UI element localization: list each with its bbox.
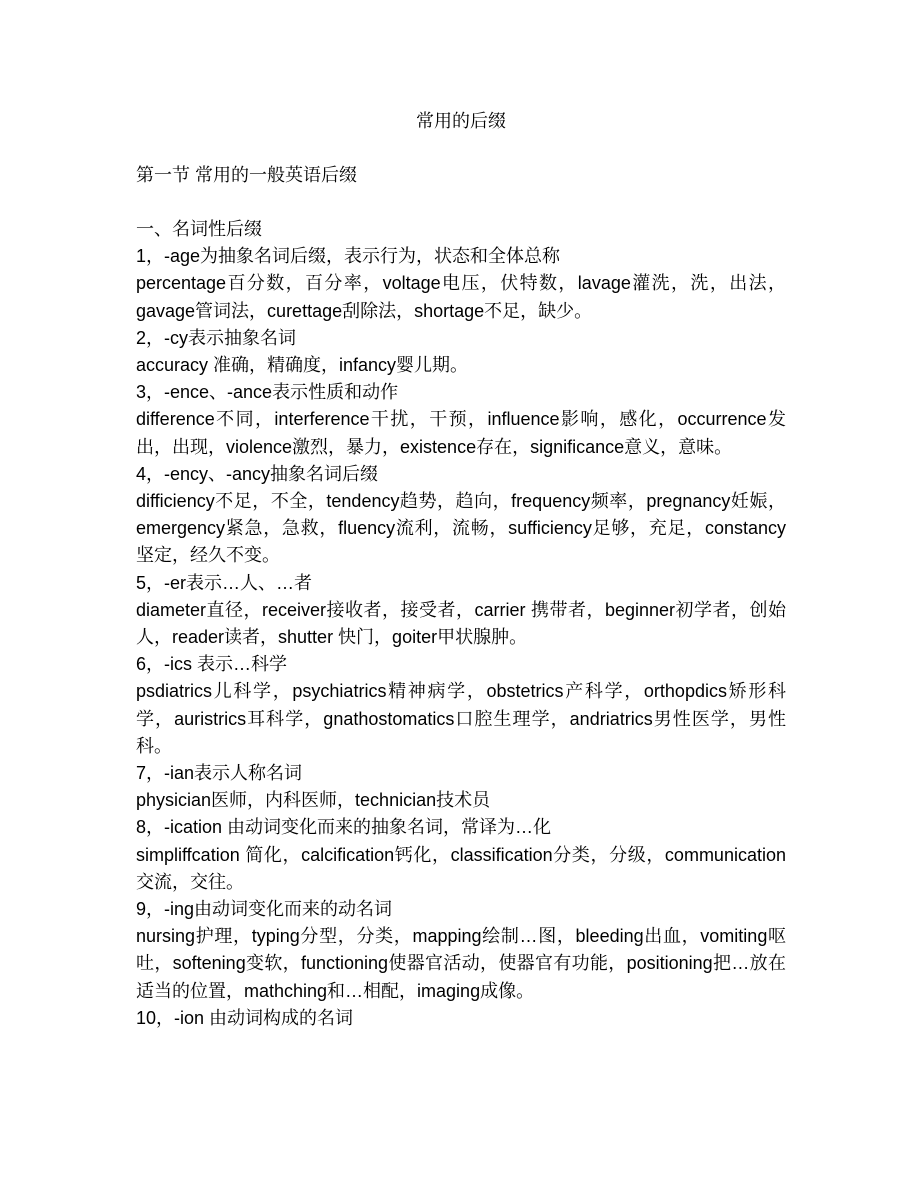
entry-heading: 2，-cy表示抽象名词 [136, 327, 297, 348]
entry-heading: 8，-ication 由动词变化而来的抽象名词，常译为…化 [136, 817, 552, 838]
suffix-entry-ency-ancy [136, 461, 786, 570]
entry-heading: 9，-ing由动词变化而来的动名词 [136, 899, 393, 920]
suffix-entry-age [136, 243, 786, 325]
document-title: 常用的后缀 [416, 111, 506, 131]
entry-heading: 7，-ian表示人称名词 [136, 763, 303, 784]
suffix-entry-ence-ance [136, 379, 786, 461]
entry-heading: 1，-age为抽象名词后缀，表示行为，状态和全体总称 [136, 246, 561, 267]
suffix-entry-ion [136, 1005, 786, 1032]
suffix-entry-er [136, 570, 786, 652]
entry-body: physician医师，内科医师，technician技术员 [136, 790, 491, 811]
entry-heading: 5，-er表示…人、…者 [136, 572, 313, 593]
suffix-entry-ics [136, 651, 786, 760]
subsection-title: 一、名词性后缀 [136, 219, 262, 239]
suffix-entry-cy [136, 325, 786, 379]
suffix-entry-ication [136, 814, 786, 896]
document-page [136, 108, 786, 1032]
suffix-entry-ian [136, 760, 786, 814]
section-title: 第一节 常用的一般英语后缀 [136, 165, 357, 185]
entry-heading: 10，-ion 由动词构成的名词 [136, 1007, 354, 1028]
entry-heading: 4，-ency、-ancy抽象名词后缀 [136, 463, 379, 484]
entry-body: accuracy 准确，精确度，infancy婴儿期。 [136, 355, 469, 376]
suffix-entry-ing [136, 896, 786, 1005]
entry-heading: 3，-ence、-ance表示性质和动作 [136, 382, 399, 403]
entry-body: difference不同，interference干扰，干预，influence影响，感化，occurrence发出，出现，violence激烈，暴力，existence存在，significance意义，意味。 [136, 409, 786, 457]
entry-body: difficiency不足，不全，tendency趋势，趋向，frequency频率，pregnancy妊娠，emergency紧急，急救，fluency流利，流畅，sufficiency足够，充足，constancy坚定，经久不变。 [136, 491, 786, 566]
entry-body: psdiatrics儿科学，psychiatrics精神病学，obstetrics产科学，orthopdics矫形科学，auristrics耳科学，gnathostomatics口腔生理学，andriatrics男性医学，男性科。 [136, 681, 786, 756]
entry-body: nursing护理，typing分型，分类，mapping绘制…图，bleeding出血，vomiting呕吐，softening变软，functioning使器官活动，使器官有功能，positioning把…放在适当的位置，mathching和…相配，imaging成像。 [136, 926, 786, 1001]
entry-heading: 6，-ics 表示…科学 [136, 654, 288, 675]
entry-body: simpliffcation 简化，calcification钙化，classification分类，分级，communication交流，交往。 [136, 844, 786, 892]
entry-body: diameter直径，receiver接收者，接受者，carrier 携带者，beginner初学者，创始人，reader读者，shutter 快门，goiter甲状腺肿。 [136, 599, 786, 648]
entry-body: percentage百分数，百分率，voltage电压，伏特数，lavage灌洗，洗，出法，gavage管词法，curettage刮除法，shortage不足，缺少。 [136, 273, 786, 321]
